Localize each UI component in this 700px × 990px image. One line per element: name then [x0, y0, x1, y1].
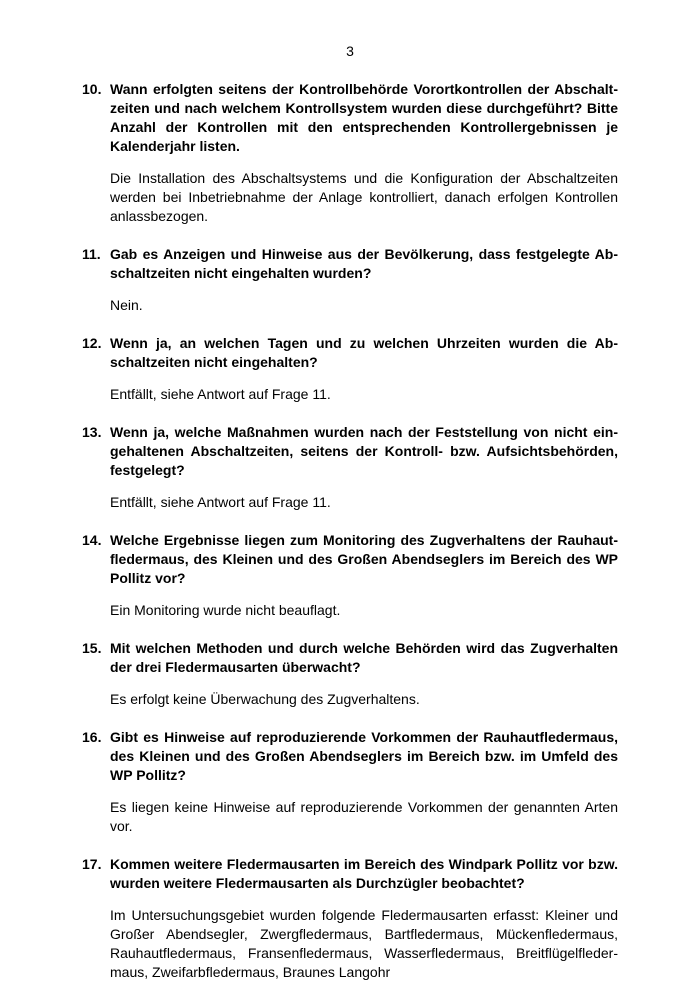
answer-text: Die Installation des Abschaltsystems und die Konfiguration der Abschaltzeiten werden bei Inbetriebnahme der Anlage kontrolliert, danach erfolgen Kontrollen anlassbezogen. [110, 170, 618, 224]
qa-item-15 [82, 639, 618, 709]
answer-text: Ein Monitoring wurde nicht beauflagt. [110, 602, 341, 618]
qa-item-14 [82, 531, 618, 620]
qa-item-13 [82, 423, 618, 512]
question-text: Wenn ja, an welchen Tagen und zu welchen Uhrzeiten wurden die Abschaltzeiten nicht eingehalten? [110, 335, 618, 370]
question-number: 10. [82, 81, 102, 97]
question-text: Gibt es Hinweise auf reproduzierende Vorkommen der Rauhautfledermaus, des Kleinen und des Großen Abendseglers im Bereich bzw. im Umfeld des WP Pollitz? [110, 729, 618, 783]
question-text: Mit welchen Methoden und durch welche Behörden wird das Zugverhalten der drei Fledermausarten überwacht? [110, 640, 618, 675]
question [82, 639, 618, 677]
qa-item-17 [82, 855, 618, 982]
question-answer-list [82, 80, 618, 982]
question-number: 14. [82, 532, 102, 548]
question [82, 531, 618, 588]
question [82, 423, 618, 480]
question-number: 16. [82, 729, 102, 745]
answer-text: Im Untersuchungsgebiet wurden folgende Fledermausarten erfasst: Kleiner und Großer Abendsegler, Zwergfledermaus, Bartfledermaus, Mückenfledermaus, Rauhautfledermaus, Fransenfledermaus, Wasserfledermaus, Breitflügelfledermaus, Zweifarbfledermaus, Braunes Langohr [110, 907, 618, 980]
question [82, 728, 618, 785]
question-number: 12. [82, 335, 102, 351]
question-text: Kommen weitere Fledermausarten im Bereich des Windpark Pollitz vor bzw. wurden weitere Fledermausarten als Durchzügler beobachtet? [110, 856, 618, 891]
question-number: 15. [82, 640, 102, 656]
question-number: 11. [82, 246, 101, 262]
qa-item-10 [82, 80, 618, 226]
question [82, 245, 618, 283]
question-text: Gab es Anzeigen und Hinweise aus der Bevölkerung, dass festgelegte Abschaltzeiten nicht eingehalten wurden? [110, 246, 618, 281]
question-number: 17. [82, 856, 102, 872]
qa-item-16 [82, 728, 618, 836]
answer-text: Nein. [110, 297, 143, 313]
qa-item-11 [82, 245, 618, 315]
question-text: Wann erfolgten seitens der Kontrollbehörde Vorortkontrollen der Abschaltzeiten und nach welchem Kontrollsystem wurden diese durchgeführt? Bitte Anzahl der Kontrollen mit den entsprechenden Kontrollergebnissen je Kalenderjahr listen. [110, 81, 618, 154]
question-text: Wenn ja, welche Maßnahmen wurden nach der Feststellung von nicht eingehaltenen Abschaltzeiten, seitens der Kontroll- bzw. Aufsichtsbehörden, festgelegt? [110, 424, 618, 478]
question-text: Welche Ergebnisse liegen zum Monitoring des Zugverhaltens der Rauhautfledermaus, des Kleinen und des Großen Abendseglers im Bereich des WP Pollitz vor? [110, 532, 618, 586]
answer-text: Entfällt, siehe Antwort auf Frage 11. [110, 494, 331, 510]
qa-item-12 [82, 334, 618, 404]
question [82, 334, 618, 372]
answer-text: Es erfolgt keine Überwachung des Zugverhaltens. [110, 691, 420, 707]
question [82, 80, 618, 156]
answer-text: Entfällt, siehe Antwort auf Frage 11. [110, 386, 331, 402]
question-number: 13. [82, 424, 102, 440]
page-number: 3 [346, 43, 354, 59]
answer-text: Es liegen keine Hinweise auf reproduzierende Vorkommen der genannten Arten vor. [110, 799, 618, 834]
question [82, 855, 618, 893]
